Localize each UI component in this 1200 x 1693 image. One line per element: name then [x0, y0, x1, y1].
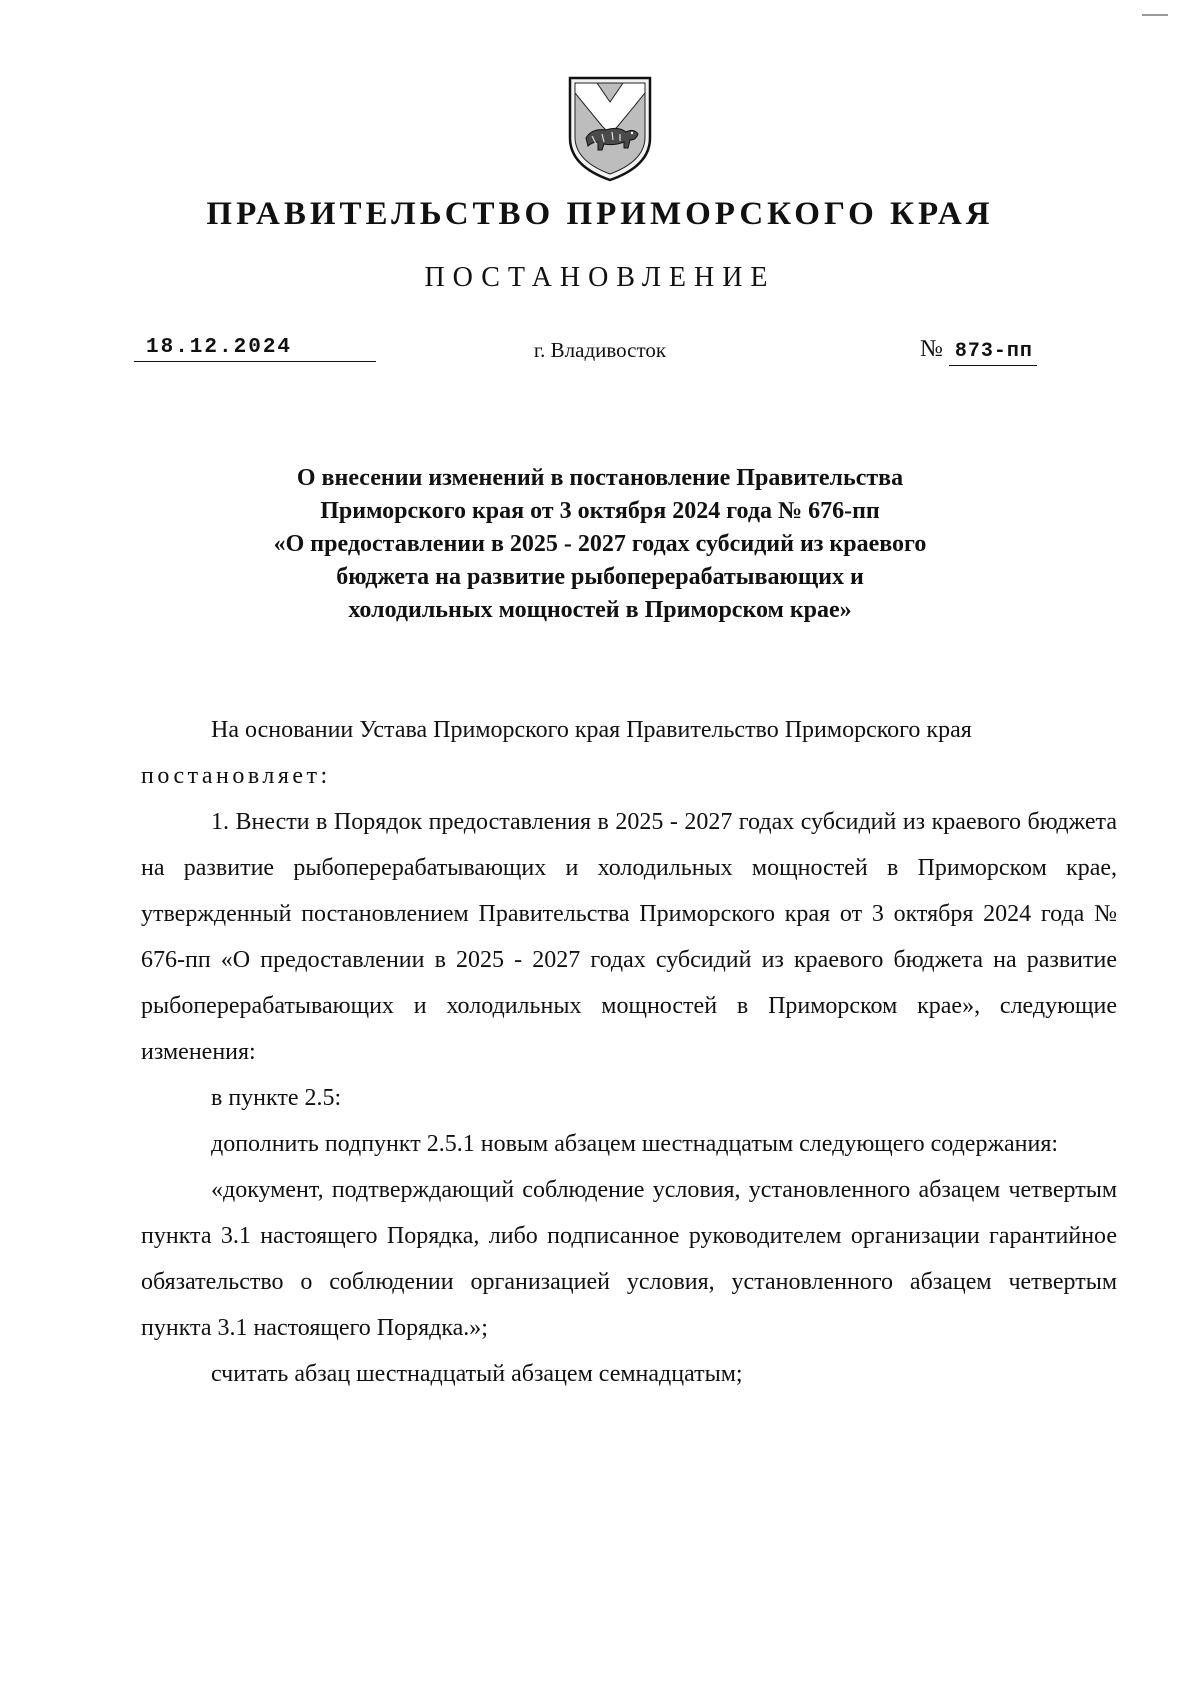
document-body — [141, 707, 1117, 1397]
document-type: ПОСТАНОВЛЕНИЕ — [424, 262, 776, 293]
scan-corner-mark — [1142, 14, 1168, 16]
in-point-paragraph: в пункте 2.5: — [211, 1085, 342, 1111]
subject-line: бюджета на развитие рыбоперерабатывающих и — [336, 564, 864, 590]
quote-paragraph: «документ, подтверждающий соблюдение условия, установленного абзацем четвертым пункта 3.1 настоящего Порядка, либо подписанное руководителем организации гарантийное обязательство о соблюдении организацией условия, установленного абзацем четвертым пункта 3.1 настоящего Порядка.»; — [141, 1177, 1117, 1341]
organization-title: ПРАВИТЕЛЬСТВО ПРИМОРСКОГО КРАЯ — [206, 196, 994, 232]
preamble-paragraph: На основании Устава Приморского края Правительство Приморского края — [211, 717, 972, 743]
document-subject — [140, 462, 1060, 627]
document-date: 18.12.2024 — [134, 336, 376, 362]
item-1-paragraph: 1. Внести в Порядок предоставления в 2025 - 2027 годах субсидий из краевого бюджета на развитие рыбоперерабатывающих и холодильных мощностей в Приморском крае, утвержденный постановлением Правительства Приморского края от 3 октября 2024 года № 676-пп «О предоставлении в 2025 - 2027 годах субсидий из краевого бюджета на развитие рыбоперерабатывающих и холодильных мощностей в Приморском крае», следующие изменения: — [141, 809, 1117, 1065]
supplement-paragraph: дополнить подпункт 2.5.1 новым абзацем шестнадцатым следующего содержания: — [211, 1131, 1059, 1157]
subject-line: О внесении изменений в постановление Правительства — [296, 465, 904, 491]
subject-line: Приморского края от 3 октября 2024 года № 676-пп — [320, 498, 880, 524]
resolves-word: постановляет: — [141, 763, 331, 789]
coat-of-arms-icon — [566, 76, 654, 182]
subject-line: «О предоставлении в 2025 - 2027 годах субсидий из краевого — [273, 531, 927, 557]
document-number — [920, 336, 1037, 366]
document-meta-row — [0, 336, 1200, 376]
subject-line: холодильных мощностей в Приморском крае» — [348, 597, 852, 623]
number-sign: № — [920, 336, 943, 362]
renumber-paragraph: считать абзац шестнадцатый абзацем семнадцатым; — [211, 1361, 743, 1387]
document-city: г. Владивосток — [533, 338, 667, 362]
number-value: 873-пп — [949, 340, 1037, 366]
